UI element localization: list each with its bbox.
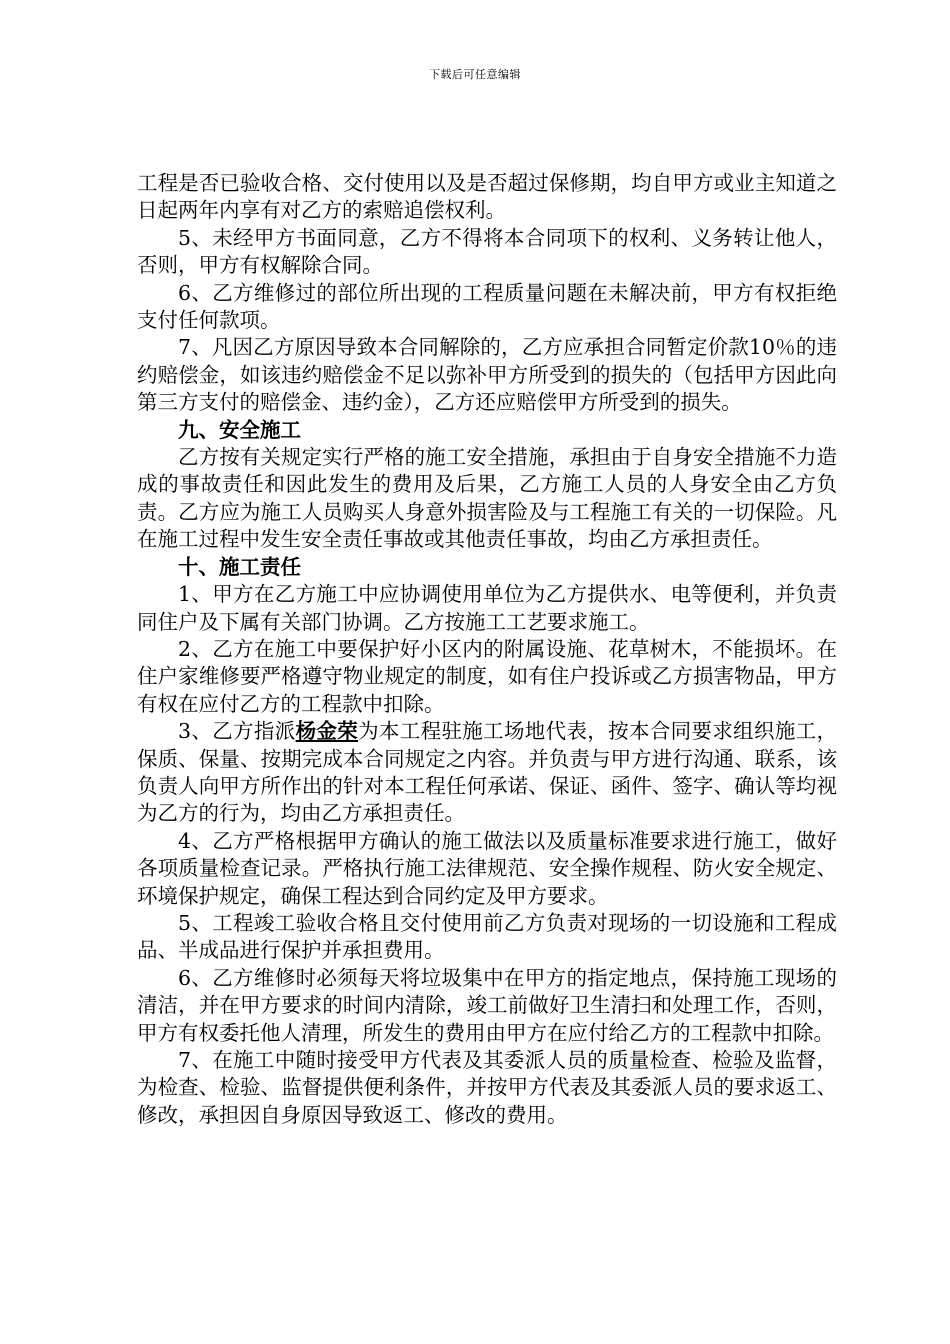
paragraph-continuation: 工程是否已验收合格、交付使用以及是否超过保修期，均自甲方或业主知道之日起两年内享有对乙方的索赔追偿权利。 xyxy=(137,171,837,223)
clause-item: 5、工程竣工验收合格且交付使用前乙方负责对现场的一切设施和工程成品、半成品进行保护并承担费用。 xyxy=(137,910,837,963)
clause-item: 1、甲方在乙方施工中应协调使用单位为乙方提供水、电等便利，并负责同住户及下属有关部门协调。乙方按施工工艺要求施工。 xyxy=(137,582,837,634)
clause-item xyxy=(137,718,837,828)
section-heading: 十、施工责任 xyxy=(178,554,301,579)
clause-item: 7、在施工中随时接受甲方代表及其委派人员的质量检查、检验及监督，为检查、检验、监督提供便利条件，并按甲方代表及其委派人员的要求返工、修改，承担因自身原因导致返工、修改的费用。 xyxy=(137,1048,837,1127)
page-header: 下载后可任意编辑 xyxy=(429,68,521,81)
clause-item: 乙方按有关规定实行严格的施工安全措施，承担由于自身安全措施不力造成的事故责任和因此发生的费用及后果，乙方施工人员的人身安全由乙方负责。乙方应为施工人员购买人身意外损害险及与工程施工有关的一切保险。凡在施工过程中发生安全责任事故或其他责任事故，均由乙方承担责任。 xyxy=(137,445,837,552)
clause-item: 6、乙方维修时必须每天将垃圾集中在甲方的指定地点，保持施工现场的清洁，并在甲方要求的时间内清除，竣工前做好卫生清扫和处理工作，否则，甲方有权委托他人清理，所发生的费用由甲方在应付给乙方的工程款中扣除。 xyxy=(137,965,837,1045)
clause-item: 7、凡因乙方原因导致本合同解除的，乙方应承担合同暂定价款10％的违约赔偿金，如该违约赔偿金不足以弥补甲方所受到的损失的（包括甲方因此向第三方支付的赔偿金、违约金），乙方还应赔偿甲方所受到的损失。 xyxy=(137,335,837,415)
representative-name: 杨金荣 xyxy=(295,719,359,744)
clause-item: 5、未经甲方书面同意，乙方不得将本合同项下的权利、义务转让他人，否则，甲方有权解除合同。 xyxy=(137,225,837,278)
clause-item: 2、乙方在施工中要保护好小区内的附属设施、花草树木，不能损坏。在住户家维修要严格遵守物业规定的制度，如有住户投诉或乙方损害物品，甲方有权在应付乙方的工程款中扣除。 xyxy=(137,636,837,716)
clause-text: 为本工程驻施工场地代表，按本合同要求组织施工，保质、保量、按期完成本合同规定之内容。并负责与甲方进行沟通、联系，该负责人向甲方所作出的针对本工程任何承诺、保证、函件、签字、确认等均视为乙方的行为，均由乙方承担责任。 xyxy=(137,719,838,826)
clause-item: 6、乙方维修过的部位所出现的工程质量问题在未解决前，甲方有权拒绝支付任何款项。 xyxy=(137,280,837,333)
clause-item: 4、乙方严格根据甲方确认的施工做法以及质量标准要求进行施工，做好各项质量检查记录。严格执行施工法律规范、安全操作规程、防火安全规定、环境保护规定，确保工程达到合同约定及甲方要求。 xyxy=(137,828,837,908)
section-heading: 九、安全施工 xyxy=(178,417,301,442)
clause-text: 3、乙方指派 xyxy=(178,719,296,744)
document-body xyxy=(137,170,837,1129)
